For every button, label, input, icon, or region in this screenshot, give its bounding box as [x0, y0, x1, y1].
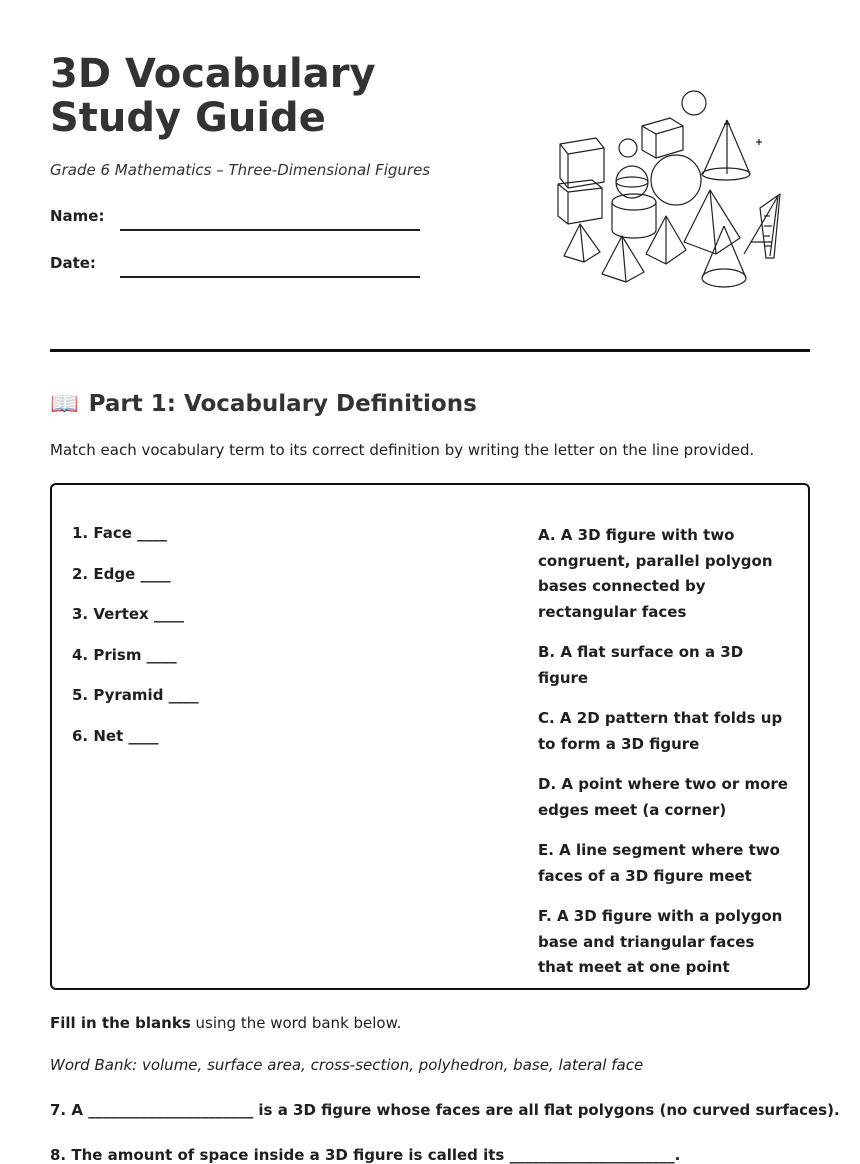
cube-icon: [642, 118, 683, 158]
term-item[interactable]: 5. Pyramid ____: [72, 686, 199, 704]
page-title: 3D Vocabulary Study Guide: [50, 51, 376, 141]
sphere-icon: [682, 91, 706, 115]
date-field[interactable]: [120, 276, 420, 278]
header-divider: [50, 349, 810, 352]
compass-icon: [744, 196, 778, 256]
term-item[interactable]: 3. Vertex ____: [72, 605, 184, 623]
cone-icon: [702, 120, 762, 180]
part1-instructions: Match each vocabulary term to its correct definition by writing the letter on the line provided.: [50, 441, 755, 459]
fill-in-instructions: [50, 1014, 401, 1032]
term-item[interactable]: 2. Edge ____: [72, 564, 171, 583]
3d-shapes-illustration: [548, 86, 788, 296]
fill-in-instructions-bold: Fill in the blanks: [50, 1014, 191, 1032]
term-item[interactable]: 4. Prism ____: [72, 645, 177, 664]
question-7[interactable]: 7. A ______________________ is a 3D figure whose faces are all flat polygons (no curved surfaces).: [50, 1101, 840, 1119]
open-book-icon: 📖: [50, 391, 79, 417]
cylinder-icon: [612, 194, 656, 238]
circle-icon: [619, 139, 637, 157]
definition-item: C. A 2D pattern that folds up to form a 3D figure: [538, 709, 783, 753]
page-subtitle: Grade 6 Mathematics – Three-Dimensional Figures: [50, 161, 431, 179]
definition-item: A. A 3D figure with two congruent, parallel polygon bases connected by rectangular faces: [538, 526, 773, 621]
section-title-text: Part 1: Vocabulary Definitions: [88, 390, 477, 417]
sphere-icon: [651, 155, 701, 205]
fill-in-instructions-rest: using the word bank below.: [190, 1014, 402, 1032]
term-list: [72, 523, 372, 766]
name-label: Name:: [50, 207, 105, 225]
term-item[interactable]: 6. Net ____: [72, 726, 159, 745]
pyramid-icon: [602, 236, 644, 282]
definition-list: [538, 523, 788, 996]
cube-icon: [560, 138, 604, 188]
sphere-icon: [616, 166, 648, 198]
word-bank: Word Bank: volume, surface area, cross-section, polyhedron, base, lateral face: [50, 1056, 644, 1074]
matching-box: [50, 483, 810, 990]
definition-item: D. A point where two or more edges meet (a corner): [538, 775, 788, 819]
question-8[interactable]: 8. The amount of space inside a 3D figure is called its ______________________.: [50, 1146, 681, 1164]
term-item[interactable]: 1. Face ____: [72, 524, 168, 542]
definition-item: F. A 3D figure with a polygon base and triangular faces that meet at one point: [538, 907, 783, 976]
definition-item: B. A flat surface on a 3D figure: [538, 643, 744, 687]
section-title-part1: [50, 390, 477, 417]
name-field[interactable]: [120, 229, 420, 231]
cone-icon: [702, 226, 746, 287]
pyramid-icon: [646, 216, 686, 264]
definition-item: E. A line segment where two faces of a 3D figure meet: [538, 841, 780, 885]
date-label: Date:: [50, 254, 96, 272]
pyramid-icon: [564, 224, 600, 262]
